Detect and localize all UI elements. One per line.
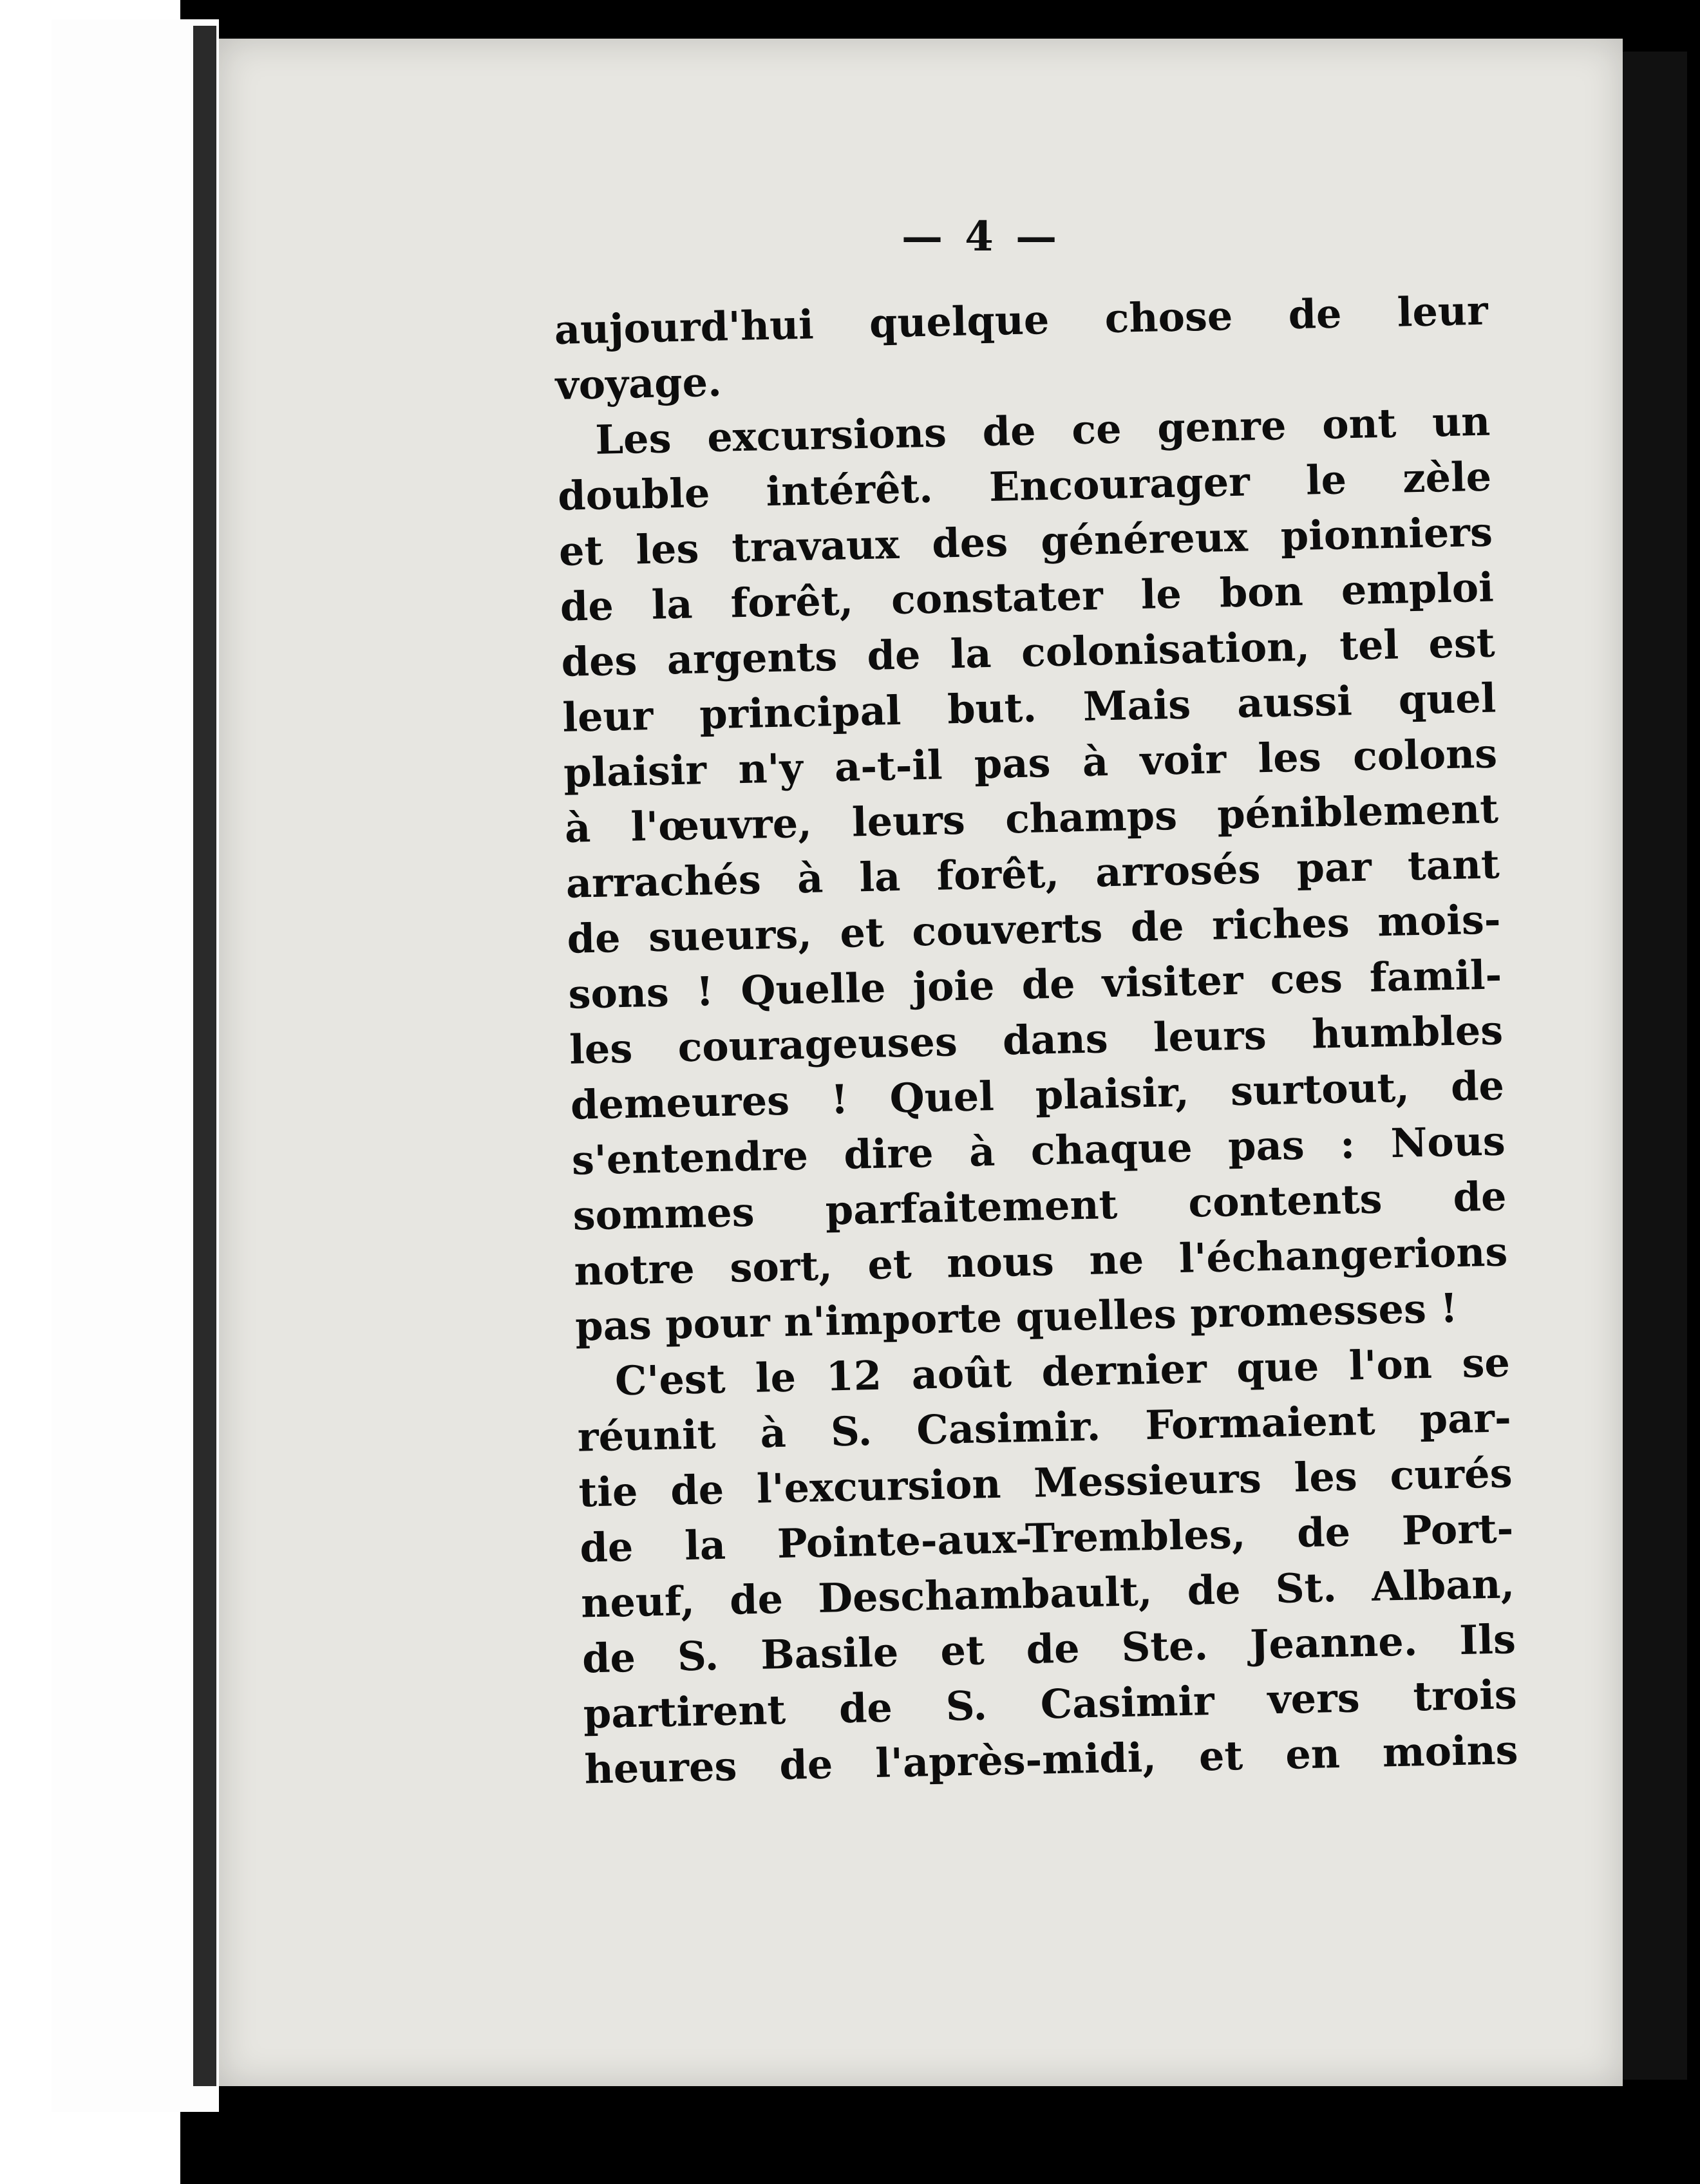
text-line: neuf, de Deschambault, de St. Alban, bbox=[580, 1560, 1515, 1627]
text-line: aujourd'hui quelque chose de leur bbox=[554, 287, 1489, 353]
text-line: s'entendre dire à chaque pas : Nous bbox=[571, 1117, 1506, 1184]
text-line: partirent de S. Casimir vers trois bbox=[583, 1671, 1518, 1738]
text-line: sons ! Quelle joie de visiter ces famil- bbox=[567, 951, 1502, 1018]
text-line: arrachés à la forêt, arrosés par tant bbox=[565, 840, 1500, 907]
text-line: demeures ! Quel plaisir, surtout, de bbox=[570, 1062, 1505, 1129]
page-binding-edge bbox=[193, 26, 216, 2086]
text-line: plaisir n'y a-t-il pas à voir les colons bbox=[563, 730, 1498, 796]
text-line: et les travaux des généreux pionniers bbox=[558, 508, 1493, 575]
text-line: pas pour n'importe quelles promesses ! bbox=[574, 1284, 1459, 1350]
text-line: heures de l'après-midi, et en moins bbox=[583, 1726, 1519, 1793]
text-line: les courageuses dans leurs humbles bbox=[569, 1006, 1504, 1073]
text-line: sommes parfaitement contents de bbox=[572, 1172, 1507, 1239]
text-line: de la forêt, constater le bon emploi bbox=[560, 563, 1495, 630]
text-line: de la Pointe-aux-Trembles, de Port- bbox=[579, 1505, 1514, 1572]
text-line: double intérêt. Encourager le zèle bbox=[557, 453, 1492, 520]
text-line: tie de l'excursion Messieurs les curés bbox=[578, 1449, 1513, 1516]
page-number: — 4 — bbox=[902, 212, 1061, 261]
text-line: C'est le 12 août dernier que l'on se bbox=[614, 1339, 1511, 1405]
text-line: voyage. bbox=[554, 358, 722, 409]
text-line: à l'œuvre, leurs champs péniblement bbox=[564, 785, 1499, 852]
text-line: Les excursions de ce genre ont un bbox=[594, 397, 1491, 464]
text-line: réunit à S. Casimir. Formaient par- bbox=[577, 1394, 1512, 1461]
text-line: notre sort, et nous ne l'échangerions bbox=[573, 1228, 1508, 1295]
text-line: des argents de la colonisation, tel est bbox=[560, 619, 1496, 686]
body-text bbox=[554, 283, 1518, 1798]
text-line: leur principal but. Mais aussi quel bbox=[562, 674, 1497, 741]
page-right-edge bbox=[1623, 52, 1687, 2080]
text-line: de sueurs, et couverts de riches mois- bbox=[566, 896, 1502, 963]
text-line: de S. Basile et de Ste. Jeanne. Ils bbox=[581, 1615, 1516, 1682]
